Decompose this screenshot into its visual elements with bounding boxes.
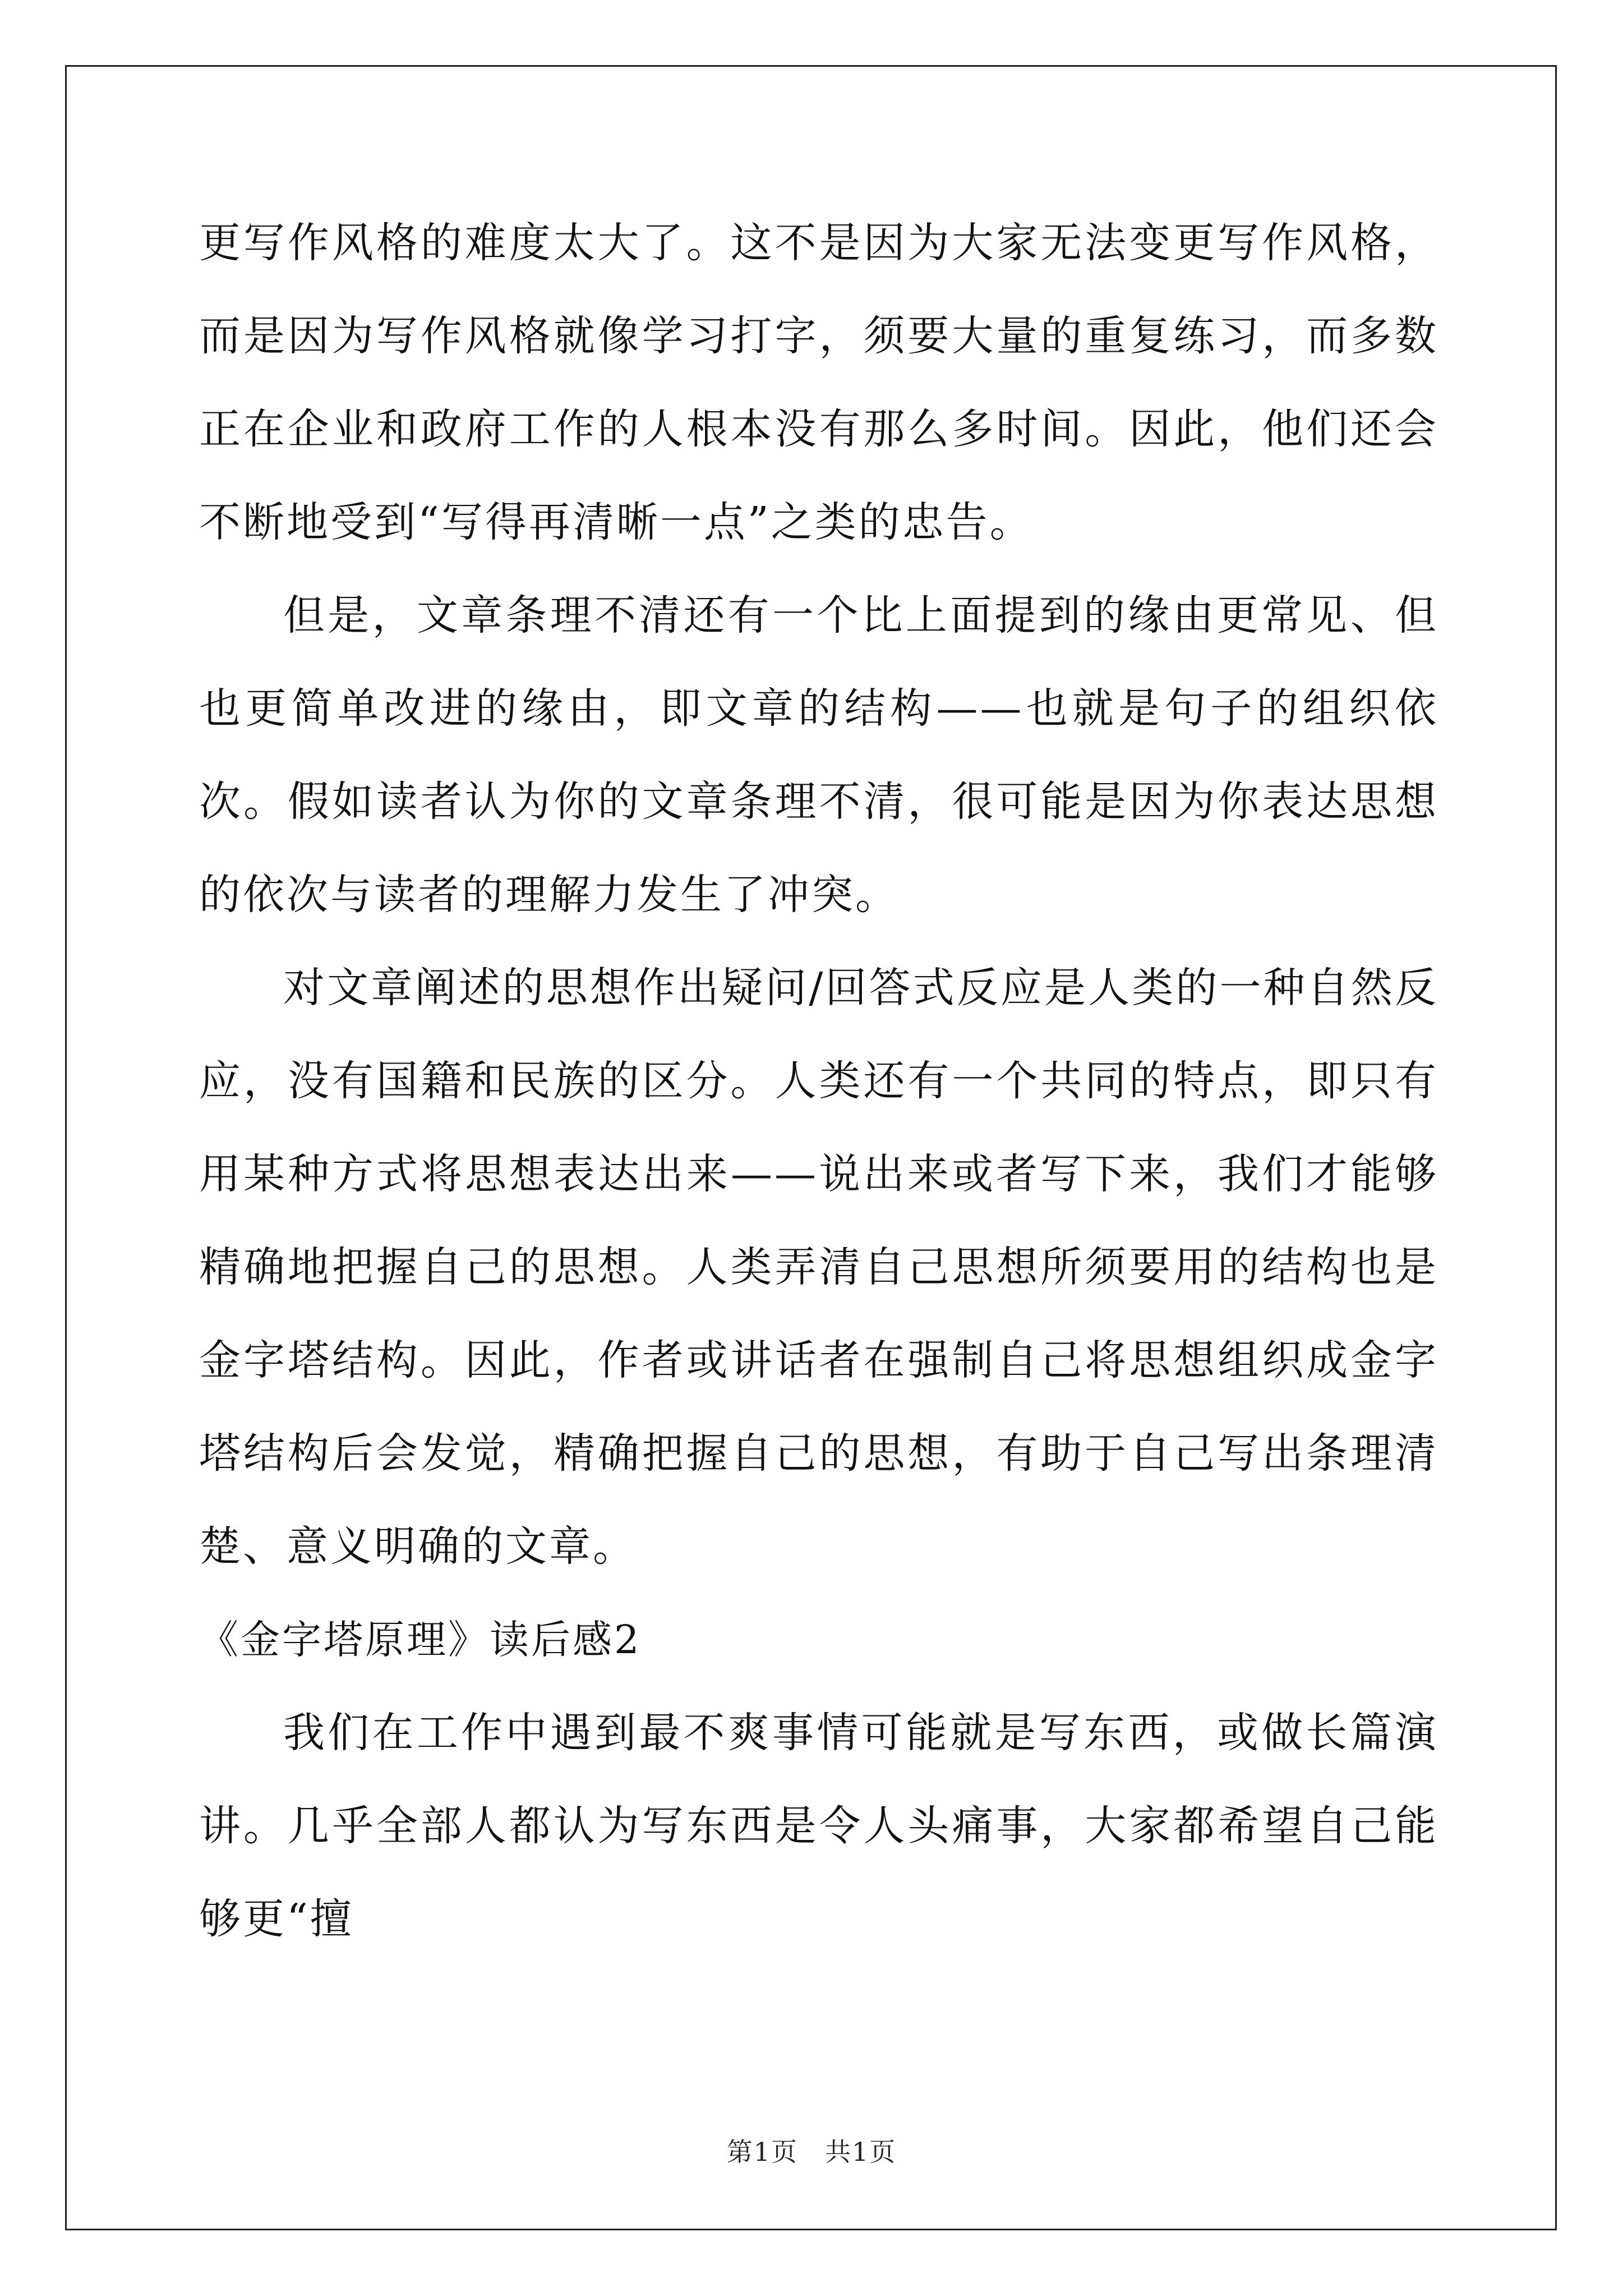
paragraph-3: 对文章阐述的思想作出疑问/回答式反应是人类的一种自然反应，没有国籍和民族的区分。人类还有一个共同的特点，即只有用某种方式将思想表达出来——说出来或者写下来，我们才能够精确地把握自己的思想。人类弄清自己思想所须要用的结构也是金字塔结构。因此，作者或讲话者在强制自己将思想组织成金字塔结构后会发觉，精确把握自己的思想，有助于自己写出条理清楚、意义明确的文章。: [199, 964, 1438, 1571]
page-footer: 第1页 共1页: [726, 2137, 897, 2167]
paragraph-2: 但是，文章条理不清还有一个比上面提到的缘由更常见、但也更简单改进的缘由，即文章的结构——也就是句子的组织依次。假如读者认为你的文章条理不清，很可能是因为你表达思想的依次与读者的理解力发生了冲突。: [199, 591, 1438, 919]
paragraph-1: 更写作风格的难度太大了。这不是因为大家无法变更写作风格，而是因为写作风格就像学习打字，须要大量的重复练习，而多数正在企业和政府工作的人根本没有那么多时间。因此，他们还会不断地受到“写得再清晰一点”之类的忠告。: [199, 219, 1438, 546]
paragraph-4: 我们在工作中遇到最不爽事情可能就是写东西，或做长篇演讲。几乎全部人都认为写东西是令人头痛事，大家都希望自己能够更“擅: [199, 1709, 1438, 1943]
section-heading: 《金字塔原理》读后感2: [199, 1617, 642, 1663]
document-body: [199, 196, 1438, 1966]
